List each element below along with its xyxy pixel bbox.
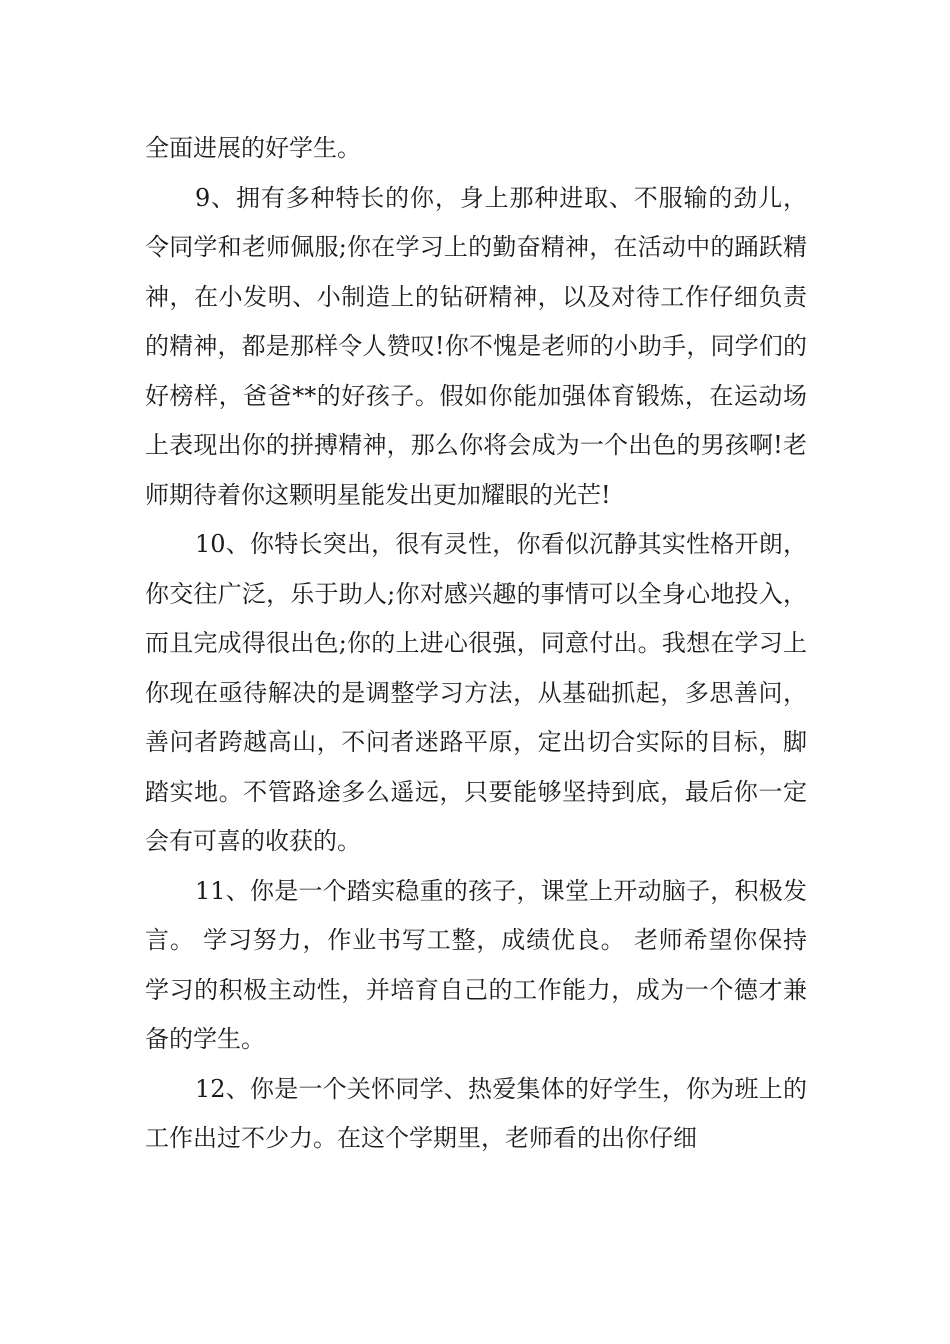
document-body <box>145 124 807 1164</box>
paragraph-continuation: 全面进展的好学生。 <box>145 134 361 162</box>
paragraph-item-10: 10、你特长突出，很有灵性，你看似沉静其实性格开朗，你交往广泛，乐于助人;你对感兴趣的事情可以全身心地投入，而且完成得很出色;你的上进心很强，同意付出。我想在学习上你现在亟待解决的是调整学习方法，从基础抓起，多思善问，善问者跨越高山，不问者迷路平原，定出切合实际的目标，脚踏实地。不管路途多么遥远，只要能够坚持到底，最后你一定会有可喜的收获的。 <box>145 530 807 855</box>
paragraph-item-12: 12、你是一个关怀同学、热爱集体的好学生，你为班上的工作出过不少力。在这个学期里，老师看的出你仔细 <box>145 1074 807 1152</box>
paragraph-item-9: 9、拥有多种特长的你，身上那种进取、不服输的劲儿，令同学和老师佩服;你在学习上的勤奋精神，在活动中的踊跃精神，在小发明、小制造上的钻研精神，以及对待工作仔细负责的精神，都是那样令人赞叹!你不愧是老师的小助手，同学们的好榜样，爸爸**的好孩子。假如你能加强体育锻炼，在运动场上表现出你的拼搏精神，那么你将会成为一个出色的男孩啊!老师期待着你这颗明星能发出更加耀眼的光芒! <box>145 183 807 509</box>
paragraph-item-11: 11、你是一个踏实稳重的孩子，课堂上开动脑子，积极发言。 学习努力，作业书写工整，成绩优良。 老师希望你保持学习的积极主动性，并培育自己的工作能力，成为一个德才兼备的学生。 <box>145 876 807 1053</box>
